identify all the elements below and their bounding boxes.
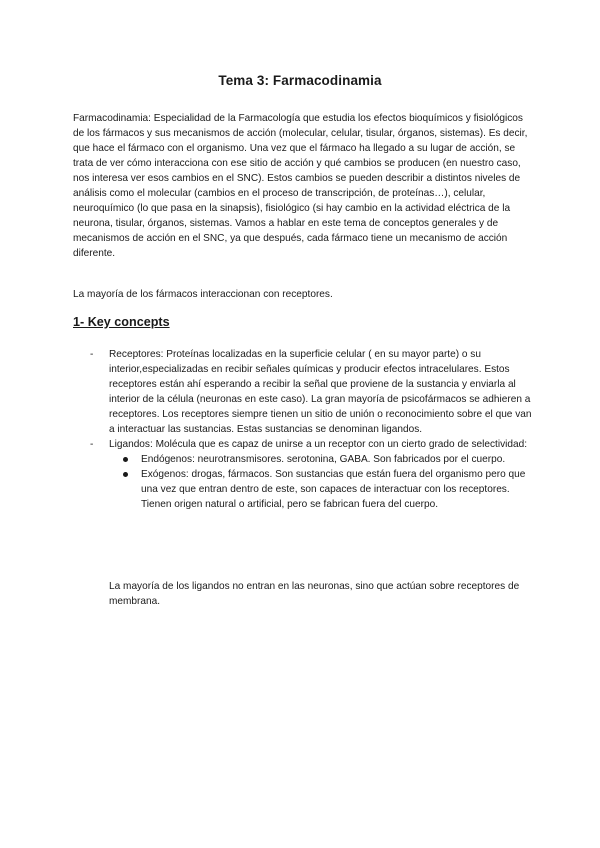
key-concepts-list <box>73 347 533 512</box>
sublist-item-text: Exógenos: drogas, fármacos. Son sustancias que están fuera del organismo pero que una vez que entran dentro de este, son capaces de interactuar con los receptores. Tienen origen natural o artificial, pero se fabrican fuera del cuerpo. <box>141 469 526 510</box>
sublist-item-text: Endógenos: neurotransmisores. serotonina, GABA. Son fabricados por el cuerpo. <box>141 454 506 465</box>
intro-paragraph: Farmacodinamia: Especialidad de la Farmacología que estudia los efectos bioquímicos y fisiológicos de los fármacos y sus mecanismos de acción (molecular, celular, tisular, órganos, sistemas). Es decir, que hace el fármaco con el organismo. Una vez que el fármaco ha llegado a su lugar de acción, se trata de ver cómo interacciona con ese sitio de acción y qué cambios se producen (en nuestro caso, nos interesa ver esos cambios en el SNC). Estos cambios se pueden describir a distintos niveles de análisis como el molecular (cambios en el proceso de transcripción, de proteínas…), celular, neuroquímico (lo que pasa en la sinapsis), fisiológico (si hay cambio en la actividad eléctrica de la neurona, tisular, órganos, sistemas. Vamos a hablar en este tema de conceptos generales y de mecanismos de acción en el SNC, ya que después, cada fármaco tiene un mecanismo de acción diferente. <box>73 113 528 259</box>
list-marker: - <box>90 439 94 450</box>
page-title: Tema 3: Farmacodinamia <box>218 73 382 88</box>
ligandos-sublist <box>109 452 533 512</box>
bullet-icon <box>123 457 128 462</box>
sublist-item-exogenos <box>109 467 533 512</box>
list-item-text: Receptores: Proteínas localizadas en la superficie celular ( en su mayor parte) o su interior,especializadas en recibir señales químicas y producir efectos intracelulares. Estos receptores están ahí esperando a recibir la señal que proviene de la sustancia y enviarla al interior de la célula (neuronas en este caso). La gran mayoría de psicofármacos se adhieren a receptores. Los receptores siempre tienen un sitio de unión o reconocimiento sobre el que van a interactuar las sustancias. Estas sustancias se denominan ligandos. <box>109 349 532 435</box>
ligands-paragraph: La mayoría de los ligandos no entran en las neuronas, sino que actúan sobre receptores de membrana. <box>109 581 520 607</box>
list-item-ligandos <box>73 437 533 512</box>
sublist-item-endogenos <box>109 452 533 467</box>
list-marker: - <box>90 349 94 360</box>
section-heading: 1- Key concepts <box>73 315 170 329</box>
receptors-paragraph: La mayoría de los fármacos interaccionan con receptores. <box>73 289 333 300</box>
list-item-receptores <box>73 347 533 437</box>
list-item-text: Ligandos: Molécula que es capaz de unirse a un receptor con un cierto grado de selectividad: <box>109 439 528 450</box>
bullet-icon <box>123 472 128 477</box>
